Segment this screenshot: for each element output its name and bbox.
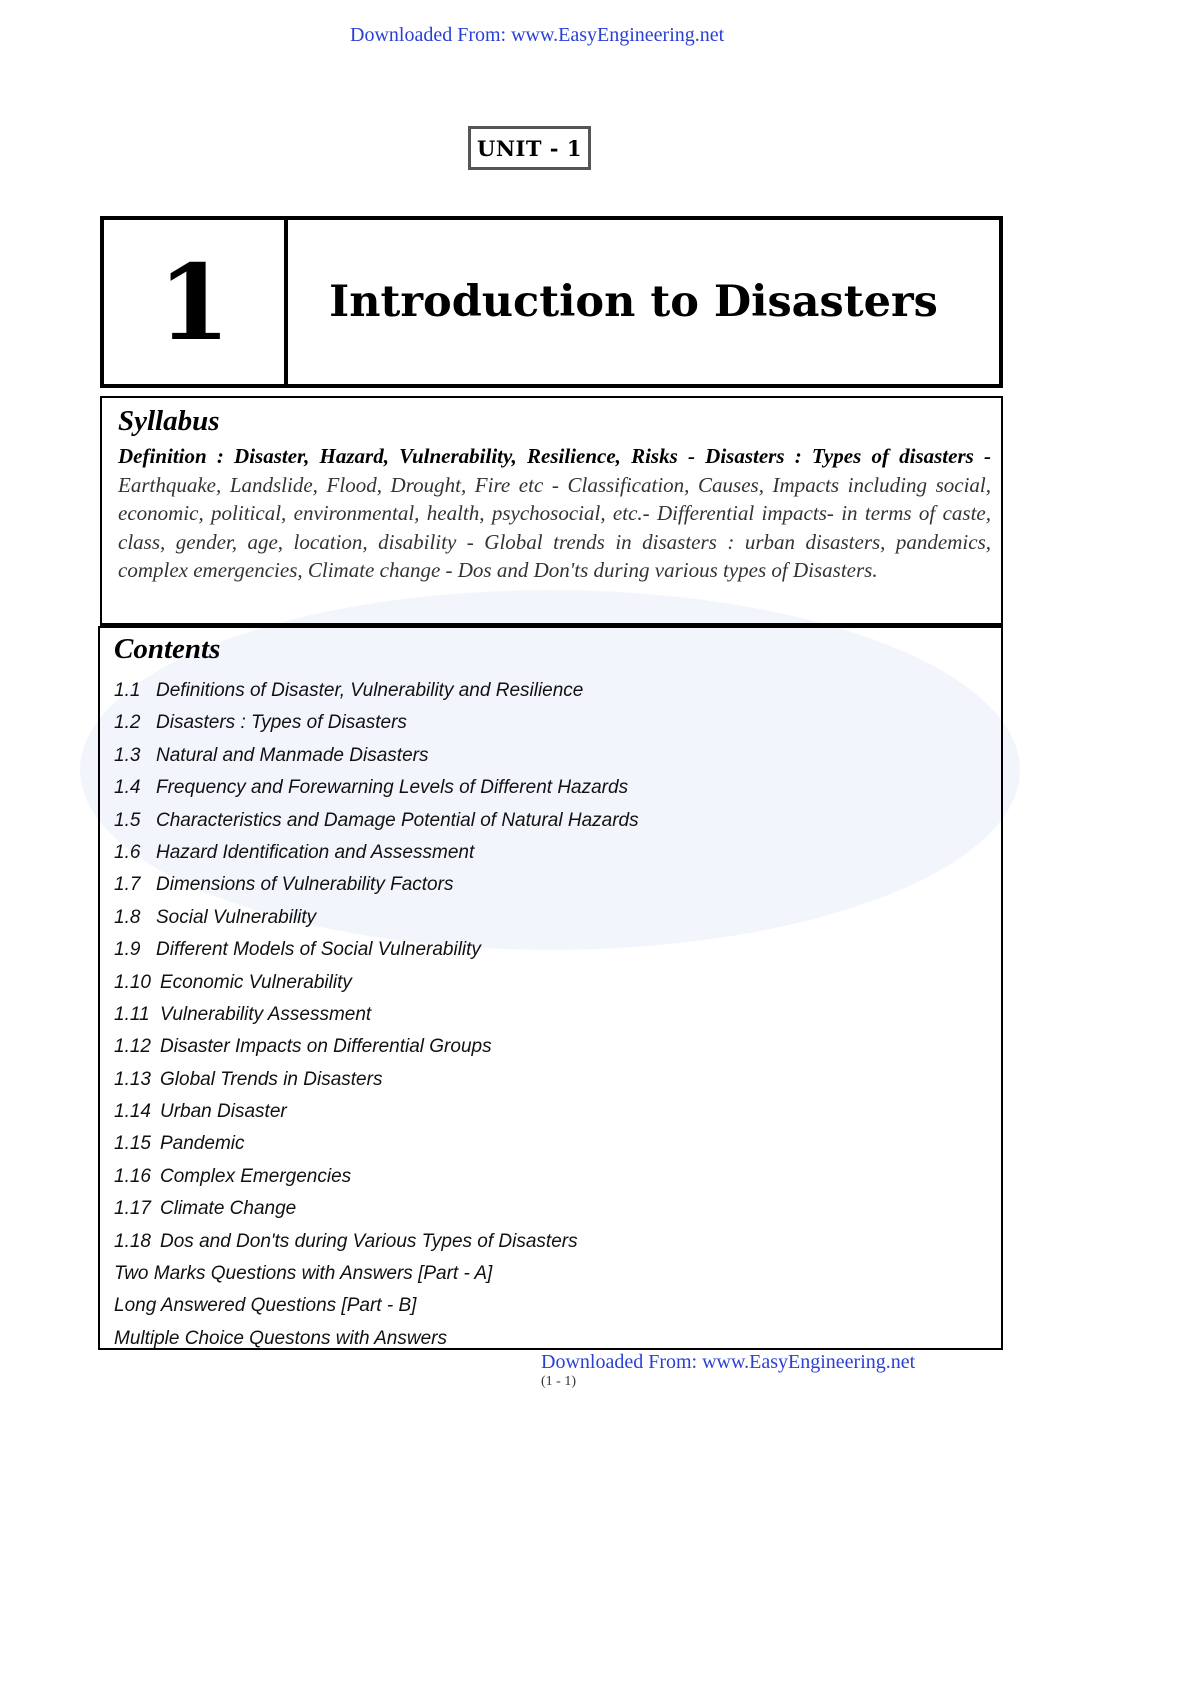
contents-item-number: 1.12 — [114, 1036, 151, 1058]
contents-item[interactable] — [114, 707, 991, 739]
syllabus-body: Earthquake, Landslide, Flood, Drought, Fire etc - Classification, Causes, Impacts including social, economic, political, environmental, health, psychosocial, etc.- Differential impacts- in terms of caste, class, gender, age, location, disability - Global trends in disasters : urban disasters, pandemics, complex emergencies, Climate change - Dos and Don'ts during various types of Disasters. — [118, 472, 991, 582]
page-number: (1 - 1) — [541, 1374, 576, 1389]
contents-item[interactable] — [114, 902, 991, 934]
contents-item[interactable] — [114, 1258, 991, 1290]
unit-label-text: UNIT - 1 — [477, 135, 582, 161]
contents-item-number: 1.15 — [114, 1133, 151, 1155]
contents-item-number: 1.4 — [114, 777, 141, 799]
contents-item-title: Social Vulnerability — [156, 906, 317, 928]
contents-item-number: 1.9 — [114, 939, 141, 961]
contents-item-number: 1.3 — [114, 744, 141, 766]
contents-item-title: Complex Emergencies — [160, 1165, 352, 1187]
contents-item-title: Frequency and Forewarning Levels of Different Hazards — [156, 777, 629, 799]
contents-item[interactable] — [114, 869, 991, 901]
contents-item-title: Characteristics and Damage Potential of Natural Hazards — [156, 809, 639, 831]
contents-item-title: Definitions of Disaster, Vulnerability and Resilience — [156, 680, 584, 701]
syllabus-heading: Syllabus — [118, 405, 220, 437]
contents-item-title: Pandemic — [160, 1133, 245, 1155]
contents-item[interactable] — [114, 740, 991, 772]
contents-item-title: Multiple Choice Questons with Answers — [114, 1327, 447, 1349]
contents-item-number: 1.1 — [114, 680, 141, 701]
contents-item-title: Long Answered Questions [Part - B] — [114, 1295, 417, 1317]
contents-item[interactable] — [114, 772, 991, 804]
contents-item-number: 1.2 — [114, 712, 141, 734]
syllabus-lead: Definition : Disaster, Hazard, Vulnerability, Resilience, Risks - Disasters : Types of disasters - — [118, 444, 991, 468]
contents-item-number: 1.18 — [114, 1230, 151, 1252]
contents-item-title: Disasters : Types of Disasters — [156, 712, 407, 734]
contents-item-number: 1.5 — [114, 809, 141, 831]
contents-item-title: Climate Change — [160, 1198, 297, 1220]
contents-item-title: Economic Vulnerability — [160, 971, 352, 993]
syllabus-section — [100, 396, 1003, 626]
contents-item[interactable] — [114, 675, 991, 707]
contents-item[interactable] — [114, 1096, 991, 1128]
contents-item-number: 1.11 — [114, 1003, 150, 1025]
contents-item-title: Dimensions of Vulnerability Factors — [156, 874, 454, 896]
contents-item-number: 1.10 — [114, 971, 151, 993]
contents-item-title: Natural and Manmade Disasters — [156, 744, 429, 766]
contents-item-title: Hazard Identification and Assessment — [156, 841, 475, 863]
contents-item[interactable] — [114, 1128, 991, 1160]
download-link-bottom[interactable]: Downloaded From: www.EasyEngineering.net — [541, 1351, 916, 1373]
contents-item-title: Two Marks Questions with Answers [Part - A] — [114, 1263, 493, 1285]
contents-item[interactable] — [114, 1161, 991, 1193]
unit-label — [468, 126, 591, 170]
contents-item[interactable] — [114, 1064, 991, 1096]
download-link-top[interactable]: Downloaded From: www.EasyEngineering.net — [350, 24, 725, 46]
contents-item-title: Dos and Don'ts during Various Types of Disasters — [160, 1230, 578, 1252]
contents-item-title: Global Trends in Disasters — [160, 1068, 383, 1090]
chapter-number: 1 — [104, 220, 288, 384]
contents-item[interactable] — [114, 1290, 991, 1322]
contents-item-title: Different Models of Social Vulnerability — [156, 939, 481, 961]
contents-item-number: 1.16 — [114, 1165, 151, 1187]
contents-item[interactable] — [114, 999, 991, 1031]
syllabus-text — [118, 442, 991, 585]
contents-item-number: 1.17 — [114, 1198, 151, 1220]
contents-item-title: Disaster Impacts on Differential Groups — [160, 1036, 492, 1058]
contents-item-number: 1.14 — [114, 1101, 151, 1123]
contents-item[interactable] — [114, 967, 991, 999]
chapter-header — [100, 216, 1003, 388]
chapter-title: Introduction to Disasters — [329, 277, 938, 327]
contents-item-number: 1.7 — [114, 874, 141, 896]
contents-item[interactable] — [114, 1226, 991, 1258]
contents-item-title: Urban Disaster — [160, 1101, 287, 1123]
contents-item[interactable] — [114, 1193, 991, 1225]
contents-item[interactable] — [114, 1031, 991, 1063]
contents-list — [114, 675, 991, 1355]
contents-item[interactable] — [114, 805, 991, 837]
contents-item-number: 1.13 — [114, 1068, 151, 1090]
contents-item-title: Vulnerability Assessment — [160, 1003, 372, 1025]
contents-heading: Contents — [114, 633, 221, 665]
contents-item[interactable] — [114, 837, 991, 869]
contents-section — [98, 626, 1003, 1350]
contents-item[interactable] — [114, 934, 991, 966]
contents-item-number: 1.8 — [114, 906, 141, 928]
contents-item-number: 1.6 — [114, 841, 141, 863]
